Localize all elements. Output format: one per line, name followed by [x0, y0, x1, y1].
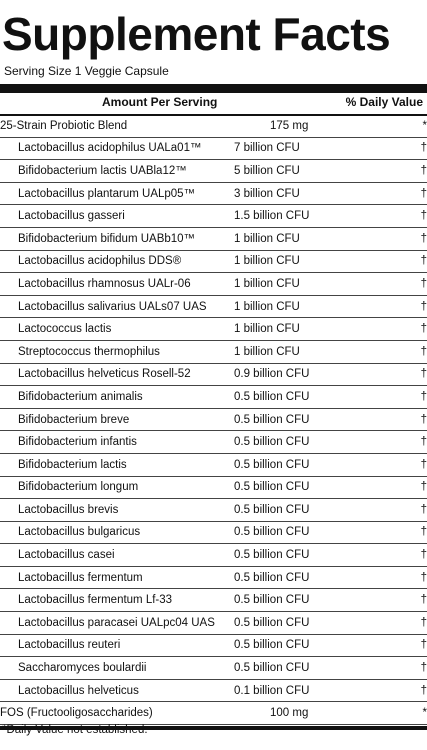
panel-title: Supplement Facts	[2, 8, 391, 60]
ingredient-name: Lactococcus lactis	[0, 318, 234, 341]
ingredient-amount: 0.5 billion CFU	[234, 453, 394, 476]
thick-divider	[0, 84, 427, 93]
daily-value-mark: †	[394, 227, 427, 250]
daily-value-mark: †	[394, 273, 427, 296]
ingredient-name: Saccharomyces boulardii	[0, 657, 234, 680]
daily-value-mark: †	[394, 544, 427, 567]
table-row	[0, 340, 427, 363]
ingredient-name: Bifidobacterium lactis	[0, 453, 234, 476]
daily-value-mark: †	[394, 431, 427, 454]
ingredient-amount: 0.5 billion CFU	[234, 589, 394, 612]
ingredient-amount: 0.1 billion CFU	[234, 679, 394, 702]
ingredient-name: Lactobacillus paracasei UALpc04 UAS	[0, 612, 234, 635]
ingredient-amount: 0.5 billion CFU	[234, 612, 394, 635]
ingredient-amount: 0.5 billion CFU	[234, 544, 394, 567]
ingredient-amount: 0.5 billion CFU	[234, 657, 394, 680]
footnote: *Daily Value not established.	[2, 724, 148, 736]
daily-value-mark: †	[394, 205, 427, 228]
table-row	[0, 589, 427, 612]
ingredient-name: Bifidobacterium longum	[0, 476, 234, 499]
daily-value-mark: †	[394, 679, 427, 702]
daily-value-mark: †	[394, 499, 427, 522]
ingredient-name: Lactobacillus helveticus	[0, 679, 234, 702]
table-row	[0, 115, 427, 137]
table-row	[0, 273, 427, 296]
daily-value-mark: †	[394, 340, 427, 363]
ingredient-amount: 0.5 billion CFU	[234, 476, 394, 499]
ingredient-amount: 0.5 billion CFU	[234, 566, 394, 589]
table-row	[0, 612, 427, 635]
daily-value-mark: †	[394, 453, 427, 476]
table-row	[0, 318, 427, 341]
table-row	[0, 453, 427, 476]
daily-value-label: % Daily Value	[345, 95, 423, 109]
table-row	[0, 250, 427, 273]
ingredient-amount: 1 billion CFU	[234, 318, 394, 341]
ingredient-amount: 0.5 billion CFU	[234, 431, 394, 454]
daily-value-mark: †	[394, 182, 427, 205]
table-row	[0, 679, 427, 702]
ingredient-amount: 7 billion CFU	[234, 137, 394, 160]
ingredient-name: Lactobacillus acidophilus DDS®	[0, 250, 234, 273]
table-row	[0, 476, 427, 499]
table-row	[0, 544, 427, 567]
table-row	[0, 205, 427, 228]
table-row	[0, 363, 427, 386]
ingredient-name: Lactobacillus helveticus Rosell-52	[0, 363, 234, 386]
ingredient-name: Lactobacillus fermentum Lf-33	[0, 589, 234, 612]
daily-value-mark: †	[394, 521, 427, 544]
ingredient-amount: 0.5 billion CFU	[234, 521, 394, 544]
ingredient-amount: 100 mg	[234, 702, 394, 725]
table-header	[0, 93, 427, 115]
daily-value-mark: †	[394, 408, 427, 431]
ingredient-amount: 1 billion CFU	[234, 273, 394, 296]
ingredient-name: Bifidobacterium bifidum UABb10™	[0, 227, 234, 250]
ingredient-name: Streptococcus thermophilus	[0, 340, 234, 363]
table-row	[0, 137, 427, 160]
ingredient-amount: 1 billion CFU	[234, 250, 394, 273]
daily-value-mark: †	[394, 250, 427, 273]
table-row	[0, 386, 427, 409]
table-row	[0, 295, 427, 318]
table-row	[0, 227, 427, 250]
table-row	[0, 182, 427, 205]
ingredient-name: 25-Strain Probiotic Blend	[0, 115, 234, 137]
ingredient-name: Lactobacillus gasseri	[0, 205, 234, 228]
daily-value-mark: †	[394, 589, 427, 612]
ingredient-name: Lactobacillus fermentum	[0, 566, 234, 589]
amount-per-serving-label: Amount Per Serving	[102, 95, 218, 109]
ingredient-amount: 0.5 billion CFU	[234, 634, 394, 657]
ingredient-name: Lactobacillus casei	[0, 544, 234, 567]
ingredient-name: Lactobacillus bulgaricus	[0, 521, 234, 544]
ingredient-amount: 175 mg	[234, 115, 394, 137]
ingredient-amount: 1 billion CFU	[234, 227, 394, 250]
daily-value-mark: †	[394, 386, 427, 409]
daily-value-mark: †	[394, 634, 427, 657]
ingredient-name: Lactobacillus brevis	[0, 499, 234, 522]
serving-size: Serving Size 1 Veggie Capsule	[4, 64, 169, 78]
daily-value-mark: †	[394, 137, 427, 160]
ingredient-name: Bifidobacterium infantis	[0, 431, 234, 454]
daily-value-mark: †	[394, 612, 427, 635]
ingredient-name: Bifidobacterium lactis UABla12™	[0, 160, 234, 183]
ingredient-amount: 0.5 billion CFU	[234, 408, 394, 431]
ingredient-amount: 3 billion CFU	[234, 182, 394, 205]
ingredient-amount: 0.9 billion CFU	[234, 363, 394, 386]
ingredient-amount: 1.5 billion CFU	[234, 205, 394, 228]
daily-value-mark: †	[394, 476, 427, 499]
table-row	[0, 160, 427, 183]
ingredient-name: Lactobacillus salivarius UALs07 UAS	[0, 295, 234, 318]
daily-value-mark: †	[394, 160, 427, 183]
table-row	[0, 657, 427, 680]
table-row	[0, 521, 427, 544]
table-row	[0, 431, 427, 454]
ingredient-name: Bifidobacterium animalis	[0, 386, 234, 409]
table-row	[0, 408, 427, 431]
table-row	[0, 634, 427, 657]
ingredient-amount: 1 billion CFU	[234, 340, 394, 363]
ingredient-amount: 1 billion CFU	[234, 295, 394, 318]
ingredient-name: Lactobacillus rhamnosus UALr-06	[0, 273, 234, 296]
ingredient-name: Lactobacillus plantarum UALp05™	[0, 182, 234, 205]
daily-value-mark: †	[394, 318, 427, 341]
ingredient-name: Lactobacillus acidophilus UALa01™	[0, 137, 234, 160]
daily-value-mark: †	[394, 363, 427, 386]
nutrient-table	[0, 115, 427, 725]
table-row	[0, 499, 427, 522]
ingredient-name: Bifidobacterium breve	[0, 408, 234, 431]
daily-value-mark: †	[394, 566, 427, 589]
daily-value-mark: *	[394, 115, 427, 137]
ingredient-amount: 0.5 billion CFU	[234, 499, 394, 522]
ingredient-amount: 0.5 billion CFU	[234, 386, 394, 409]
daily-value-mark: †	[394, 295, 427, 318]
ingredient-amount: 5 billion CFU	[234, 160, 394, 183]
ingredient-name: Lactobacillus reuteri	[0, 634, 234, 657]
daily-value-mark: †	[394, 657, 427, 680]
table-row	[0, 566, 427, 589]
ingredient-name: FOS (Fructooligosaccharides)	[0, 702, 234, 725]
daily-value-mark: *	[394, 702, 427, 725]
